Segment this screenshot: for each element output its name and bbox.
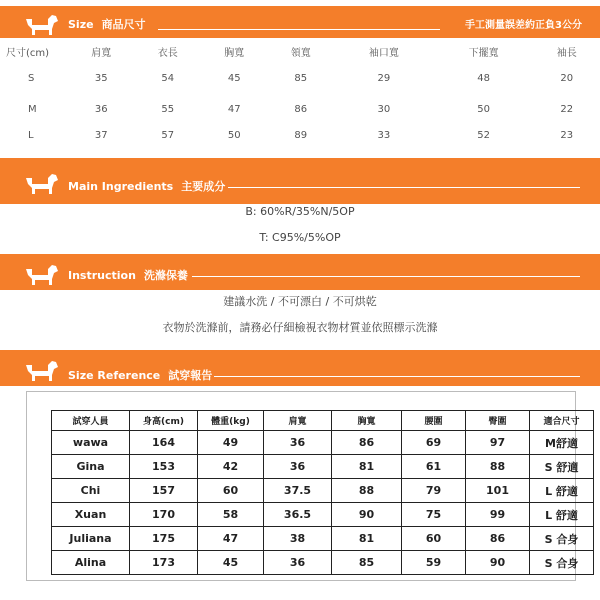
table-cell: Juliana — [52, 527, 130, 551]
table-header-cell: 領寬 — [290, 47, 311, 59]
table-row — [52, 431, 594, 455]
table-cell: 50 — [477, 103, 490, 115]
table-cell: Xuan — [52, 503, 130, 527]
table-cell: 60 — [402, 527, 466, 551]
table-cell: L 舒適 — [530, 479, 594, 503]
ingredients-title: Main Ingredients 主要成分 — [68, 180, 226, 193]
table-cell: 81 — [332, 527, 402, 551]
table-cell: 79 — [402, 479, 466, 503]
table-cell: L 舒適 — [530, 503, 594, 527]
divider-line — [158, 29, 440, 30]
table-cell: 97 — [466, 431, 530, 455]
table-header-cell: 體重(kg) — [198, 411, 264, 431]
dog-icon — [22, 7, 60, 37]
table-header-cell: 肩寬 — [91, 47, 112, 59]
table-cell: 47 — [198, 527, 264, 551]
table-header-cell: 衣長 — [157, 47, 178, 59]
table-cell: 86 — [466, 527, 530, 551]
table-cell: Chi — [52, 479, 130, 503]
divider-line — [214, 376, 580, 377]
table-cell: 37.5 — [264, 479, 332, 503]
table-cell: Gina — [52, 455, 130, 479]
table-cell: 173 — [130, 551, 198, 575]
table-cell: 101 — [466, 479, 530, 503]
divider-line — [192, 276, 580, 277]
table-cell: 90 — [332, 503, 402, 527]
table-header-cell: 袖長 — [556, 47, 577, 59]
table-header-cell: 臀圍 — [466, 411, 530, 431]
table-cell: 35 — [94, 72, 108, 84]
instruction-title: Instruction 洗滌保養 — [68, 269, 188, 282]
table-cell: 48 — [477, 72, 490, 84]
size-table — [0, 42, 600, 148]
table-cell: S 合身 — [530, 551, 594, 575]
table-cell: 164 — [130, 431, 198, 455]
table-cell: wawa — [52, 431, 130, 455]
table-cell: M舒適 — [530, 431, 594, 455]
reference-banner — [0, 350, 600, 386]
table-cell: 38 — [264, 527, 332, 551]
table-cell: 36 — [264, 551, 332, 575]
table-header-cell: 胸寬 — [332, 411, 402, 431]
table-header-cell: 袖口寬 — [368, 47, 399, 59]
table-cell: M — [28, 103, 37, 115]
table-header-cell: 試穿人員 — [52, 411, 130, 431]
table-cell: 61 — [402, 455, 466, 479]
table-cell: 58 — [198, 503, 264, 527]
table-cell: 175 — [130, 527, 198, 551]
table-row — [0, 60, 600, 96]
table-cell: Alina — [52, 551, 130, 575]
table-header-cell: 腰圍 — [402, 411, 466, 431]
table-row — [52, 551, 594, 575]
instruction-line: 建議水洗 / 不可漂白 / 不可烘乾 — [223, 295, 377, 308]
table-header-cell: 胸寬 — [224, 47, 245, 59]
table-cell: 36 — [264, 455, 332, 479]
table-cell: 69 — [402, 431, 466, 455]
table-cell: S 合身 — [530, 527, 594, 551]
table-cell: 85 — [294, 72, 308, 84]
table-cell: 60 — [198, 479, 264, 503]
table-cell: 88 — [466, 455, 530, 479]
table-cell: 90 — [466, 551, 530, 575]
table-header-cell: 下擺寬 — [468, 47, 499, 59]
table-cell: 153 — [130, 455, 198, 479]
table-cell: 37 — [94, 129, 108, 141]
ingredient-line: B: 60%R/35%N/5OP — [245, 205, 355, 218]
table-cell: 89 — [294, 129, 308, 141]
dog-icon — [22, 257, 60, 287]
table-cell: 86 — [294, 103, 308, 115]
table-cell: 22 — [560, 103, 574, 115]
table-row — [0, 96, 600, 122]
table-cell: 86 — [332, 431, 402, 455]
table-header-cell: 身高(cm) — [130, 411, 198, 431]
table-cell: 85 — [332, 551, 402, 575]
table-cell: 55 — [161, 103, 175, 115]
table-cell: 45 — [198, 551, 264, 575]
reference-table — [51, 410, 594, 575]
instruction-banner — [0, 254, 600, 290]
table-row — [0, 122, 600, 148]
table-cell: 42 — [198, 455, 264, 479]
table-header-cell: 尺寸(cm) — [6, 47, 50, 59]
table-cell: 75 — [402, 503, 466, 527]
table-cell: S 舒適 — [530, 455, 594, 479]
table-cell: 57 — [161, 129, 175, 141]
size-title: Size 商品尺寸 — [68, 18, 146, 31]
table-cell: 36 — [264, 431, 332, 455]
size-banner — [0, 6, 600, 38]
table-cell: 33 — [377, 129, 391, 141]
reference-title: Size Reference 試穿報告 — [68, 369, 213, 382]
table-header-cell: 肩寬 — [264, 411, 332, 431]
table-cell: 30 — [377, 103, 391, 115]
table-cell: 29 — [377, 72, 391, 84]
table-cell: L — [28, 129, 34, 141]
table-row — [52, 503, 594, 527]
size-note: 手工測量誤差約正負3公分 — [465, 20, 582, 31]
ingredient-line: T: C95%/5%OP — [259, 231, 341, 244]
table-cell: 81 — [332, 455, 402, 479]
table-cell: 99 — [466, 503, 530, 527]
dog-icon — [22, 166, 60, 196]
table-cell: 45 — [227, 72, 241, 84]
table-cell: 157 — [130, 479, 198, 503]
table-cell: 20 — [560, 72, 574, 84]
ingredients-banner — [0, 158, 600, 204]
reference-table-header — [52, 411, 594, 431]
table-cell: 23 — [560, 129, 574, 141]
table-cell: 36 — [94, 103, 108, 115]
table-cell: 50 — [227, 129, 241, 141]
divider-line — [228, 187, 580, 188]
table-header-cell: 適合尺寸 — [530, 411, 594, 431]
table-cell: S — [28, 72, 35, 84]
table-cell: 36.5 — [264, 503, 332, 527]
table-cell: 52 — [477, 129, 490, 141]
instruction-line: 衣物於洗滌前，請務必仔細檢視衣物材質並依照標示洗滌 — [162, 321, 438, 334]
table-cell: 59 — [402, 551, 466, 575]
table-cell: 170 — [130, 503, 198, 527]
table-cell: 88 — [332, 479, 402, 503]
size-table-header — [0, 42, 600, 60]
table-row — [52, 527, 594, 551]
table-cell: 54 — [161, 72, 175, 84]
dog-icon — [22, 353, 60, 383]
table-row — [52, 455, 594, 479]
table-cell: 47 — [227, 103, 241, 115]
table-cell: 49 — [198, 431, 264, 455]
table-row — [52, 479, 594, 503]
